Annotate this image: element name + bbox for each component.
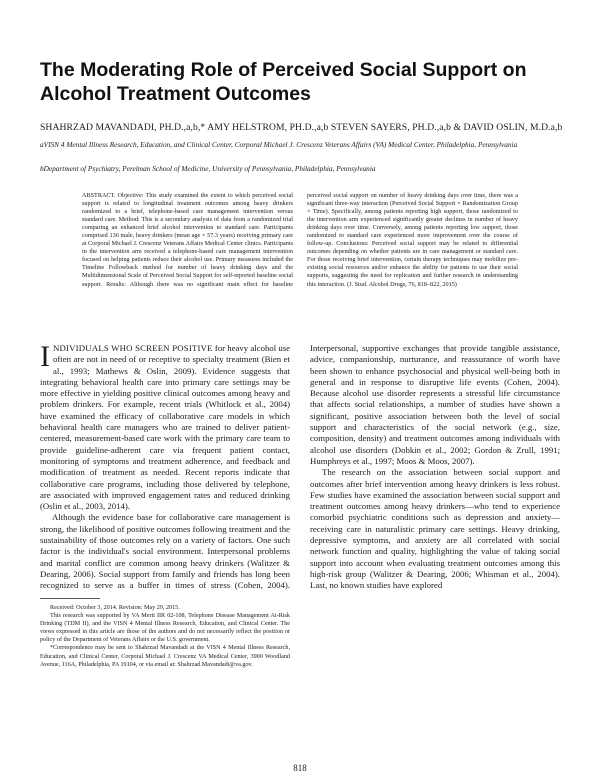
footnote-received: Received: October 3, 2014. Revision: May 29, 2015.	[50, 605, 180, 611]
body-paragraph-3: The research on the association between social support and outcomes after brief intervention among heavy drinkers is less robust. Few studies have examined the association between social support and treatment outcomes among heavy drinkers—who tend to experience comorbid psychiatric conditions such as depression and anxiety—receiving care in naturalistic primary care settings. Heavy drinking, depressive symptoms, and anxiety are all correlated with social network function and quality, highlighting the value of taking social support into account when evaluating treatment outcomes among this high-risk group (Walitzer & Dearing, 2006; Whisman et al., 2004). Last, no known studies have explored	[310, 467, 560, 591]
footnotes	[40, 604, 290, 669]
paragraph-1-text: for heavy alcohol use often are not in need of or receptive to specialty treatment (Bien et al., 1993; Mathews & Oslin, 2009). Evidence suggests that integrating behavioral health care into primary care settings may be more effective in yielding positive clinical outcomes among heavy and problem drinkers. For example, recent trials (Whitlock et al., 2004) have examined the efficacy of collaborative care models in which behavioral health care managers who are trained to deliver patient-centered, measurement-based care work with the primary care team to provide guideline-adherent care via frequent patient contact, monitoring of symptoms and treatment adherence, and feedback and modification of treatment as needed. Recent reports indicate that collaborative care programs, including those delivered by telephone, are associated with improved engagement rates and reduced drinking (Oslin et al., 2003, 2014).	[40, 343, 290, 512]
affiliation-b: bDepartment of Psychiatry, Perelman School of Medicine, University of Pennsylvania, Philadelphia, Pennsylvania	[40, 164, 376, 173]
title-line-2: Alcohol Treatment Outcomes	[40, 83, 311, 105]
footnote-funding: This research was supported by VA Merit IIR 02-108, Telephone Disease Management At-Risk Drinking (TDM II), and the VISN 4 Mental Illness Research, Education, and Clinical Center. The views expressed in this article are those of the authors and do not necessarily reflect the position or policy of the Department of Veterans Affairs or the U.S. government.	[40, 613, 290, 644]
page-number: 818	[293, 763, 307, 773]
footnote-correspondence: *Correspondence may be sent to Shahrzad Mavandadi at the VISN 4 Mental Illness Research, Education, and Clinical Center, Corporal Michael J. Crescenz VA Medical Center, 3900 Woodland Avenue, 116A, Philadelphia, PA 19104, or via email at: Shahrzad.Mavandadi@va.gov.	[40, 645, 290, 668]
lead-in: NDIVIDUALS WHO SCREEN POSITIVE	[53, 343, 213, 353]
abstract	[82, 192, 518, 324]
affiliation-a: aVISN 4 Mental Illness Research, Education, and Clinical Center, Corporal Michael J. Crescenz Veterans Affairs (VA) Medical Center, Philadelphia, Pennsylvania	[40, 140, 518, 149]
body-paragraph-1	[40, 340, 290, 512]
drop-cap: I	[40, 340, 50, 373]
body-paragraph-2: Although the evidence base for collaborative care management is strong, the likelihood of positive outcomes following treatment and the sustainability of those outcomes rely on a variety of factors. One such factor is the individual's social environment. Interpersonal problems and marital conflict are common among heavy drinkers (Walitzer & Dearing, 2006). Social support from family and friends has long been recognized to serve as a buffer in times of stress (Cohen, 2004). Interpersonal, supportive exchanges that provide tangible assistance, advice, companionship, nurturance, and reassurance of worth have been shown to enhance psychosocial and physical well-being both in general and in response to disruptive life events (Cohen, 2004). Because alcohol use disorder represents a stressful life circumstance that affects social relationships, a number of studies have shown a significant, positive association between both the level of social support and characteristics of the social network (e.g., size, composition, density) and treatment outcomes among individuals with alcohol use disorders (Dobkin et al., 2002; Gordon & Zrull, 1991; Humphreys et al., 1997; Moos & Moos, 2007).	[40, 343, 560, 591]
author-list: SHAHRZAD MAVANDADI, PH.D.,a,b,* AMY HELSTROM, PH.D.,a,b STEVEN SAYERS, PH.D.,a,b & DAVID OSLIN, M.D.a,b	[40, 122, 563, 133]
title-line-1: The Moderating Role of Perceived Social Support on	[40, 59, 527, 81]
body-text	[40, 340, 560, 597]
footnote-rule	[40, 598, 100, 599]
abstract-text: ABSTRACT. Objective: This study examined the extent to which perceived social support is related to longitudinal treatment outcomes among heavy drinkers randomized to a brief, telephone-based care management intervention versus standard care. Method: This is a secondary analysis of data from a randomized trial comparing an enhanced brief alcohol intervention to standard care. Participants comprised 136 male, heavy drinkers (mean age = 57.3 years) receiving primary care at Corporal Michael J. Crescenz Veterans Affairs Medical Center clinics. Participants in the intervention arm received a telephone-based care management intervention focused on helping patients reduce their alcohol use. Primary measures included the Timeline Followback method for number of heavy drinking days and the Multidimensional Scale of Perceived Social Support for self-reported baseline social support. Results: Although there was no significant main effect for baseline perceived social support on number of heavy drinking days over time, there was a significant three-way interaction (Perceived Social Support × Randomization Group × Time). Specifically, among patients reporting high support, those randomized to the intervention arm experienced significantly greater declines in number of heavy drinking days over time. Conversely, among patients reporting low support, those randomized to standard care experienced more improvement over the course of follow-up. Conclusions: Perceived social support may be related to differential outcomes depending on whether patients are in care management or standard care. For those receiving brief intervention, certain therapy techniques may mobilize pre-existing social resources and/or enhance the ability for patients to use their social supports, suggesting the need for replication and further research in understanding this interaction. (J. Stud. Alcohol Drugs, 76, 818–822, 2015)	[82, 192, 518, 288]
article-title	[40, 58, 560, 106]
